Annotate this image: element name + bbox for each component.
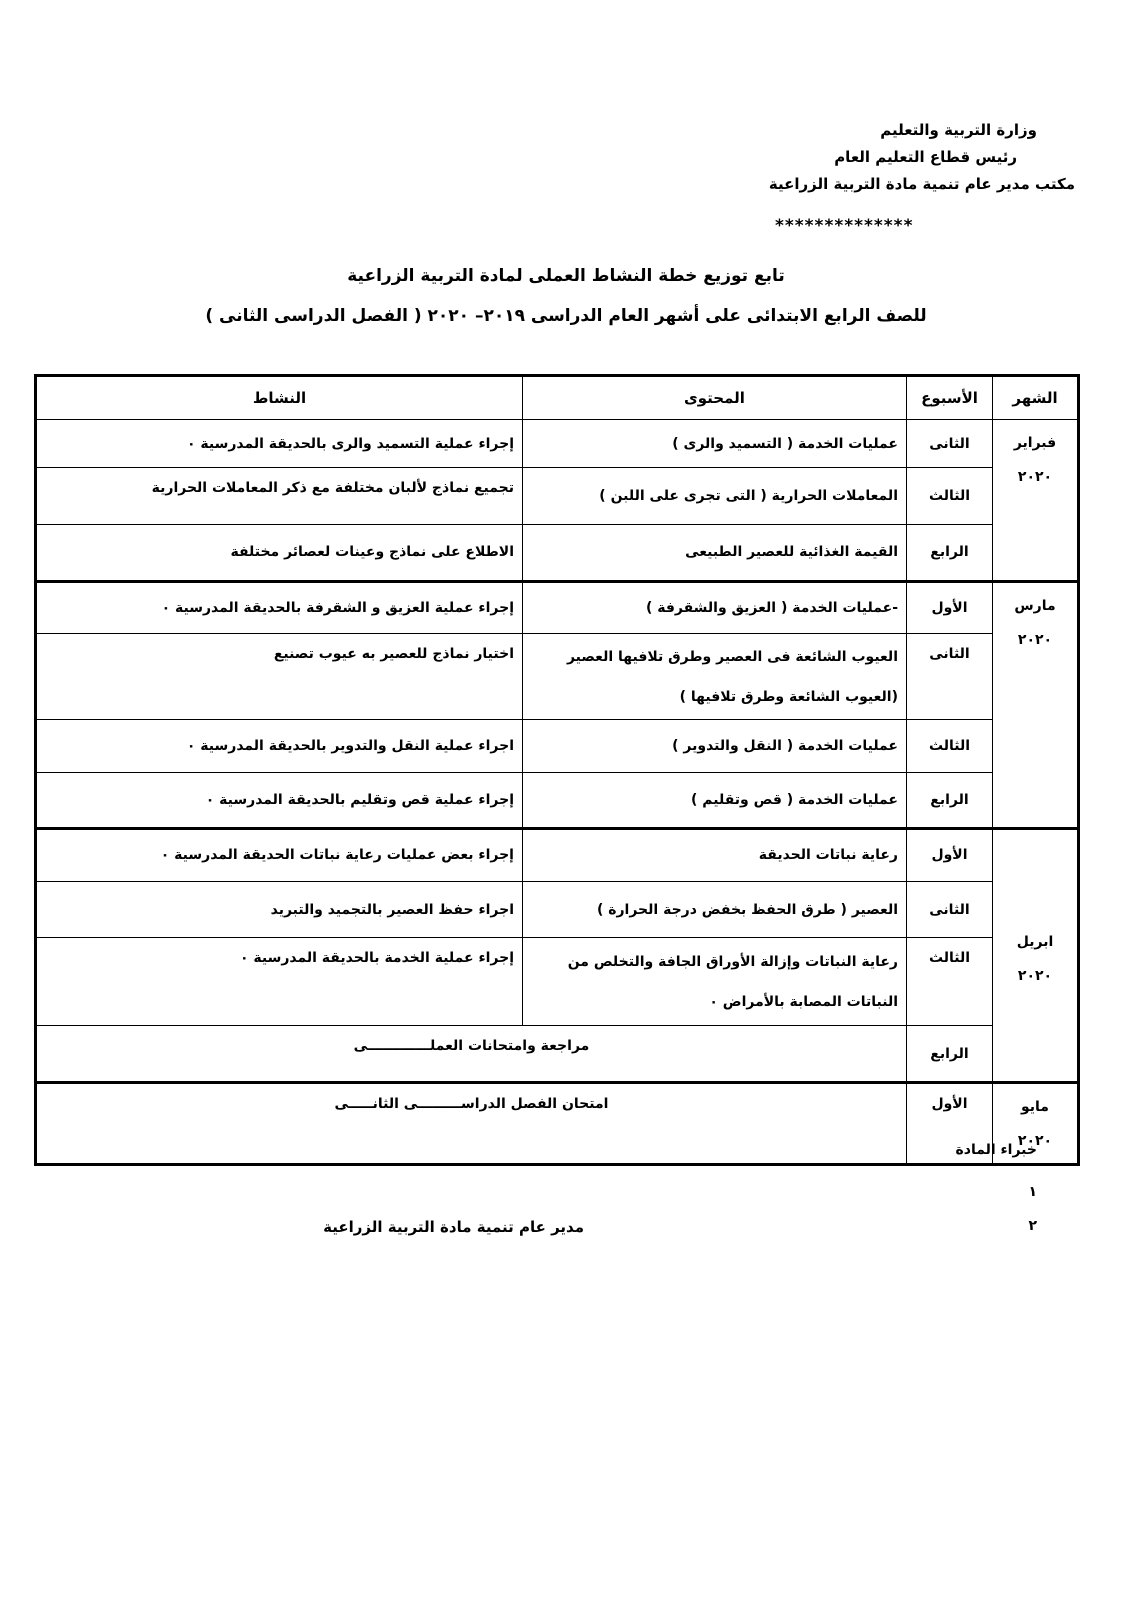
week-cell: الثالث bbox=[907, 938, 993, 1026]
table-row bbox=[36, 829, 1079, 881]
week-cell: الرابع bbox=[907, 524, 993, 581]
month-cell bbox=[993, 420, 1079, 582]
week-cell: الثالث bbox=[907, 720, 993, 772]
merged-cell: مراجعة وامتحانات العملـــــــــــــى bbox=[36, 1026, 907, 1083]
week-cell: الرابع bbox=[907, 772, 993, 829]
content-cell: عمليات الخدمة ( التسميد والرى ) bbox=[523, 420, 907, 468]
month-name: مارس bbox=[1014, 597, 1056, 614]
month-name: ابريل bbox=[1016, 933, 1054, 950]
table-row bbox=[36, 468, 1079, 525]
activity-cell: اجراء عملية النقل والتدوير بالحديقة المدرسية ٠ bbox=[36, 720, 523, 772]
table-row bbox=[36, 772, 1079, 829]
header-week: الأسبوع bbox=[907, 376, 993, 420]
month-name: مايو bbox=[1021, 1099, 1049, 1116]
month-year: ٢٠٢٠ bbox=[1017, 469, 1053, 486]
director-signature: مدير عام تنمية مادة التربية الزراعية bbox=[323, 1218, 584, 1236]
table-row bbox=[36, 938, 1079, 1026]
header-content: المحتوى bbox=[523, 376, 907, 420]
ministry-name: وزارة التربية والتعليم bbox=[880, 121, 1037, 139]
month-year: ٢٠٢٠ bbox=[1017, 1133, 1053, 1150]
activity-cell: تجميع نماذج لألبان مختلفة مع ذكر المعاملات الحرارية bbox=[36, 468, 523, 525]
activity-plan-table bbox=[34, 374, 1080, 1166]
activity-cell: إجراء عملية الخدمة بالحديقة المدرسية ٠ bbox=[36, 938, 523, 1026]
week-cell: الرابع bbox=[907, 1026, 993, 1083]
merged-cell: امتحان الفصل الدراســـــــــى الثانـــــى bbox=[36, 1083, 907, 1165]
week-cell: الثانى bbox=[907, 881, 993, 938]
table-header-row bbox=[36, 376, 1079, 420]
week-cell: الأول bbox=[907, 829, 993, 881]
table-row bbox=[36, 524, 1079, 581]
content-cell: رعاية النباتات وإزالة الأوراق الجافة والتخلص من النباتات المصابة بالأمراض ٠ bbox=[523, 938, 907, 1026]
stars-divider: ************** bbox=[775, 216, 914, 236]
content-cell: عمليات الخدمة ( النقل والتدوير ) bbox=[523, 720, 907, 772]
month-year: ٢٠٢٠ bbox=[1017, 967, 1053, 984]
content-cell: القيمة الغذائية للعصير الطبيعى bbox=[523, 524, 907, 581]
experts-label: خبراء المادة bbox=[955, 1142, 1037, 1158]
table-row bbox=[36, 881, 1079, 938]
activity-cell: اختيار نماذج للعصير به عيوب تصنيع bbox=[36, 634, 523, 720]
office-name: مكتب مدير عام تنمية مادة التربية الزراعية bbox=[768, 175, 1075, 193]
content-cell: العيوب الشائعة فى العصير وطرق تلافيها العصير (العيوب الشائعة وطرق تلافيها ) bbox=[523, 634, 907, 720]
header-month: الشهر bbox=[993, 376, 1079, 420]
table-row bbox=[36, 1026, 1079, 1083]
activity-cell: إجراء عملية قص وتقليم بالحديقة المدرسية ٠ bbox=[36, 772, 523, 829]
activity-cell: إجراء عملية العزيق و الشقرفة بالحديقة المدرسية ٠ bbox=[36, 581, 523, 633]
table-row bbox=[36, 420, 1079, 468]
signature-number-2: ٢ bbox=[1028, 1218, 1037, 1234]
week-cell: الأول bbox=[907, 1083, 993, 1165]
activity-cell: إجراء بعض عمليات رعاية نباتات الحديقة المدرسية ٠ bbox=[36, 829, 523, 881]
document-title: تابع توزيع خطة النشاط العملى لمادة التربية الزراعية bbox=[347, 266, 785, 286]
week-cell: الثالث bbox=[907, 468, 993, 525]
week-cell: الأول bbox=[907, 581, 993, 633]
content-cell: المعاملات الحرارية ( التى تجرى على اللبن ) bbox=[523, 468, 907, 525]
activity-cell: إجراء عملية التسميد والرى بالحديقة المدرسية ٠ bbox=[36, 420, 523, 468]
ministry-header bbox=[768, 117, 1075, 198]
month-cell bbox=[993, 829, 1079, 1083]
table-row bbox=[36, 581, 1079, 633]
table-row bbox=[36, 720, 1079, 772]
content-cell: -عمليات الخدمة ( العزيق والشقرفة ) bbox=[523, 581, 907, 633]
signature-number-1: ١ bbox=[1028, 1184, 1037, 1200]
sector-head: رئيس قطاع التعليم العام bbox=[834, 148, 1017, 166]
content-cell: رعاية نباتات الحديقة bbox=[523, 829, 907, 881]
week-cell: الثانى bbox=[907, 634, 993, 720]
month-name: فبراير bbox=[1013, 435, 1057, 452]
month-year: ٢٠٢٠ bbox=[1017, 631, 1053, 648]
document-subtitle: للصف الرابع الابتدائى على أشهر العام الدراسى ٢٠١٩– ٢٠٢٠ ( الفصل الدراسى الثانى ) bbox=[205, 306, 927, 326]
month-cell bbox=[993, 581, 1079, 829]
content-cell: عمليات الخدمة ( قص وتقليم ) bbox=[523, 772, 907, 829]
header-activity: النشاط bbox=[36, 376, 523, 420]
table-row bbox=[36, 634, 1079, 720]
activity-cell: اجراء حفظ العصير بالتجميد والتبريد bbox=[36, 881, 523, 938]
content-cell: العصير ( طرق الحفظ بخفض درجة الحرارة ) bbox=[523, 881, 907, 938]
activity-cell: الاطلاع على نماذج وعينات لعصائر مختلفة bbox=[36, 524, 523, 581]
table-row bbox=[36, 1083, 1079, 1165]
week-cell: الثانى bbox=[907, 420, 993, 468]
